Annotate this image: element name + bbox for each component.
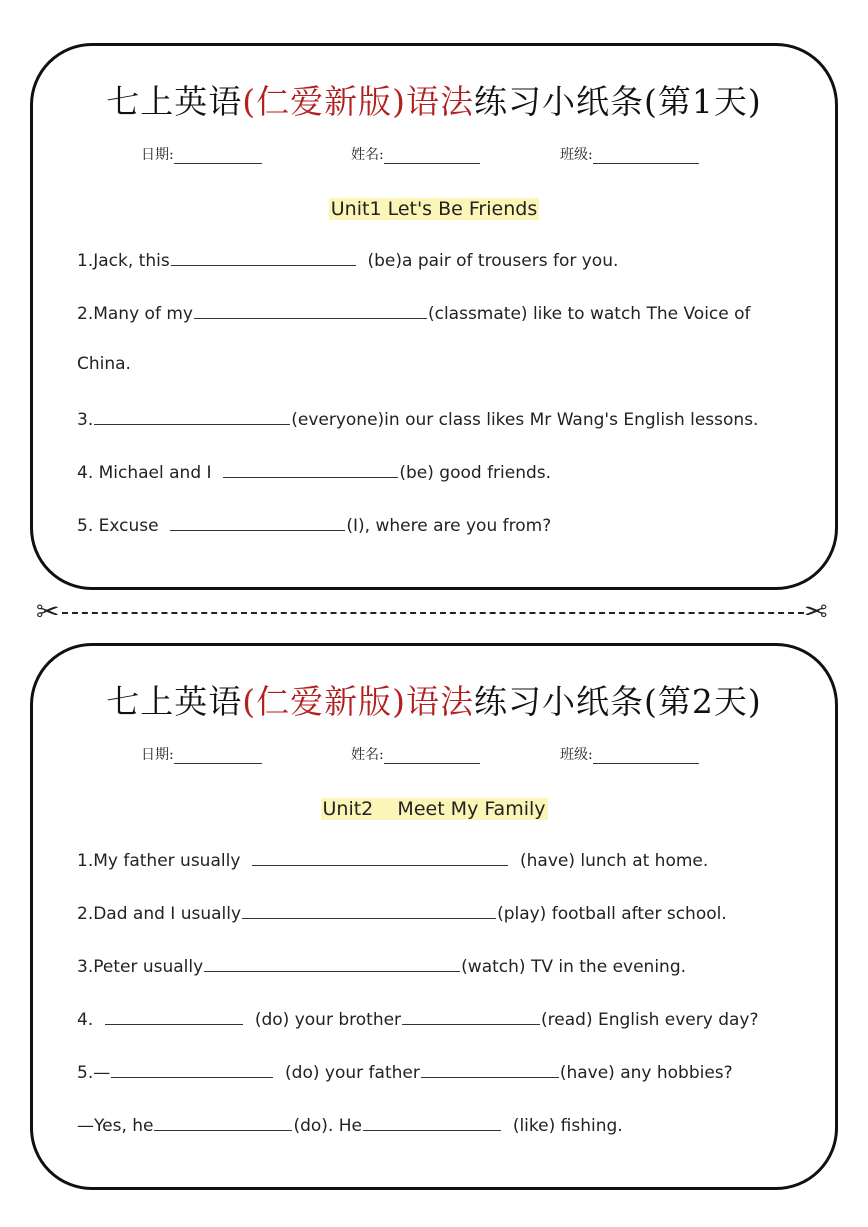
name-field[interactable]: 姓名:: [351, 744, 480, 764]
answer-blank[interactable]: [154, 1113, 292, 1131]
question-5: 5. Excuse (I), where are you from?: [77, 513, 551, 536]
question-4: 4. (do) your brother (read) English every day?: [77, 1007, 759, 1030]
date-field[interactable]: 日期:: [141, 144, 262, 164]
card-title: [33, 676, 835, 723]
question-1: 1.My father usually (have) lunch at home.: [77, 848, 708, 871]
unit-heading: Unit1 Let's Be Friends: [330, 198, 538, 220]
question-4: 4. Michael and I (be) good friends.: [77, 460, 551, 483]
answer-blank[interactable]: [252, 848, 508, 866]
unit-heading: Unit2 Meet My Family: [322, 798, 546, 820]
question-2: 2.Many of my (classmate) like to watch The Voice of: [77, 301, 751, 324]
answer-blank[interactable]: [194, 301, 427, 319]
answer-blank[interactable]: [242, 901, 496, 919]
question-2-continued: China.: [77, 354, 131, 374]
title-suffix: 练习小纸条(第2天): [474, 682, 762, 721]
class-field[interactable]: 班级:: [560, 744, 699, 764]
question-5-answer: —Yes, he (do). He (like) fishing.: [77, 1113, 623, 1136]
scissors-icon: ✂: [804, 595, 828, 628]
question-3: 3. (everyone)in our class likes Mr Wang's English lessons.: [77, 407, 758, 430]
question-5: 5.— (do) your father (have) any hobbies?: [77, 1060, 733, 1083]
answer-blank[interactable]: [421, 1060, 559, 1078]
class-field[interactable]: 班级:: [560, 144, 699, 164]
title-red-part: (仁爱新版)语法: [242, 682, 474, 721]
question-3: 3.Peter usually (watch) TV in the evening.: [77, 954, 686, 977]
title-suffix: 练习小纸条(第1天): [474, 82, 762, 121]
question-1: 1.Jack, this (be)a pair of trousers for you.: [77, 248, 618, 271]
answer-blank[interactable]: [402, 1007, 540, 1025]
student-info-row: [33, 744, 835, 766]
answer-blank[interactable]: [105, 1007, 243, 1025]
question-2: 2.Dad and I usually (play) football after school.: [77, 901, 727, 924]
card-title: [33, 76, 835, 123]
worksheet-card-day1: [30, 43, 838, 590]
date-field[interactable]: 日期:: [141, 744, 262, 764]
answer-blank[interactable]: [363, 1113, 501, 1131]
title-prefix: 七上英语: [106, 682, 243, 721]
name-field[interactable]: 姓名:: [351, 144, 480, 164]
answer-blank[interactable]: [223, 460, 398, 478]
answer-blank[interactable]: [171, 248, 356, 266]
answer-blank[interactable]: [204, 954, 460, 972]
answer-blank[interactable]: [94, 407, 290, 425]
answer-blank[interactable]: [111, 1060, 273, 1078]
cut-line: [62, 612, 804, 614]
scissors-icon: ✂: [36, 595, 60, 628]
worksheet-card-day2: [30, 643, 838, 1190]
answer-blank[interactable]: [170, 513, 345, 531]
student-info-row: [33, 144, 835, 166]
title-prefix: 七上英语: [106, 82, 243, 121]
title-red-part: (仁爱新版)语法: [242, 82, 474, 121]
